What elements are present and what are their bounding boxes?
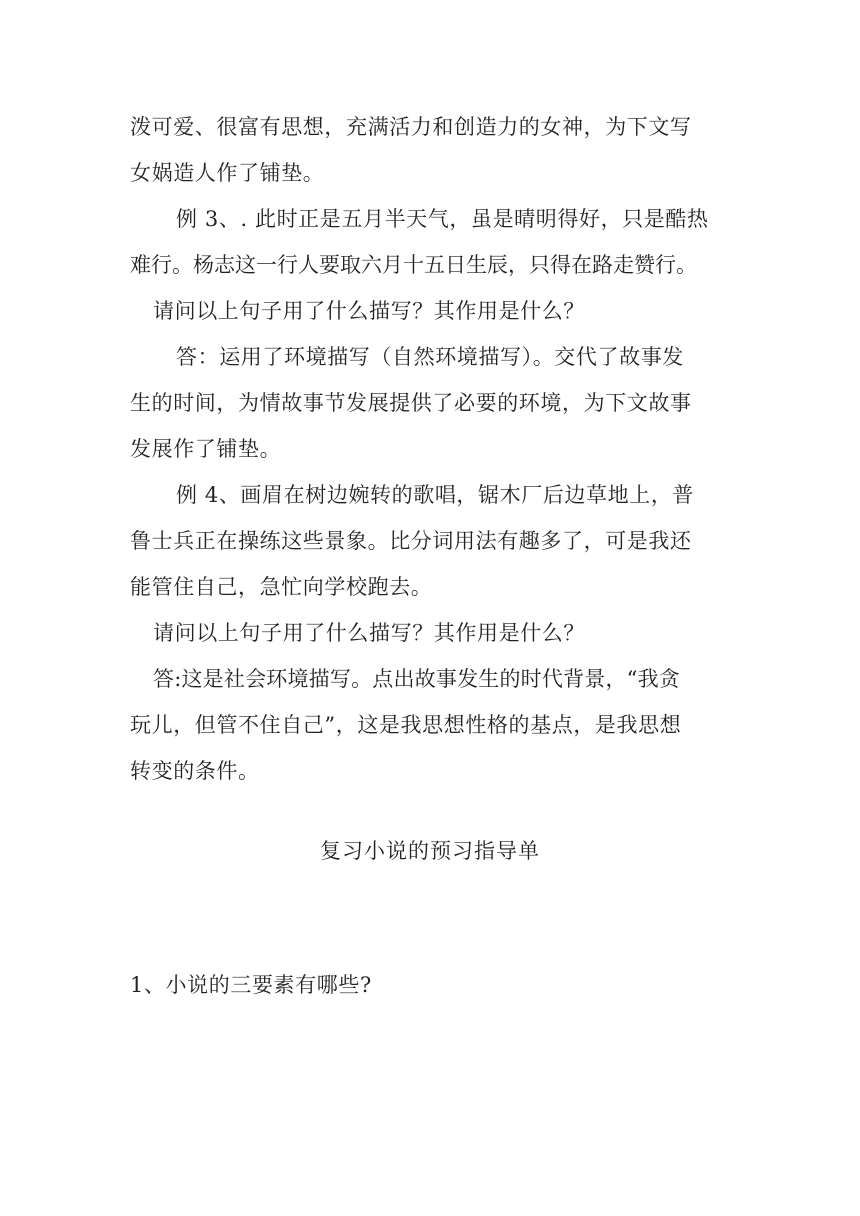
paragraph-line: 泼可爱、很富有思想，充满活力和创造力的女神，为下文写 <box>130 115 692 139</box>
answer-line: 答:这是社会环境描写。点出故事发生的时代背景，“我贪 <box>153 667 681 691</box>
example-4-line: 例 4、画眉在树边婉转的歌唱，锯木厂后边草地上，普 <box>176 483 695 507</box>
paragraph-line: 女娲造人作了铺垫。 <box>130 161 325 185</box>
answer-line: 玩儿，但管不住自己”，这是我思想性格的基点，是我思想 <box>130 713 682 737</box>
example-4-line: 能管住自己，急忙向学校跑去。 <box>130 575 433 599</box>
example-4-line: 鲁士兵正在操练这些景象。比分词用法有趣多了，可是我还 <box>130 529 692 553</box>
question-item-1: 1、小说的三要素有哪些? <box>130 973 372 997</box>
answer-line: 发展作了铺垫。 <box>130 437 282 461</box>
answer-line: 生的时间，为情故事节发展提供了必要的环境，为下文故事 <box>130 391 692 415</box>
question-line: 请问以上句子用了什么描写？其作用是什么？ <box>153 299 585 323</box>
section-title: 复习小说的预习指导单 <box>320 839 540 863</box>
example-3-line: 例 3、. 此时正是五月半天气，虽是晴明得好，只是酷热 <box>176 207 709 231</box>
question-line: 请问以上句子用了什么描写？其作用是什么？ <box>153 621 585 645</box>
example-3-line: 难行。杨志这一行人要取六月十五日生辰，只得在路走赞行。 <box>130 253 697 277</box>
answer-line: 转变的条件。 <box>130 759 260 783</box>
answer-line: 答：运用了环境描写（自然环境描写）。交代了故事发 <box>176 345 684 369</box>
